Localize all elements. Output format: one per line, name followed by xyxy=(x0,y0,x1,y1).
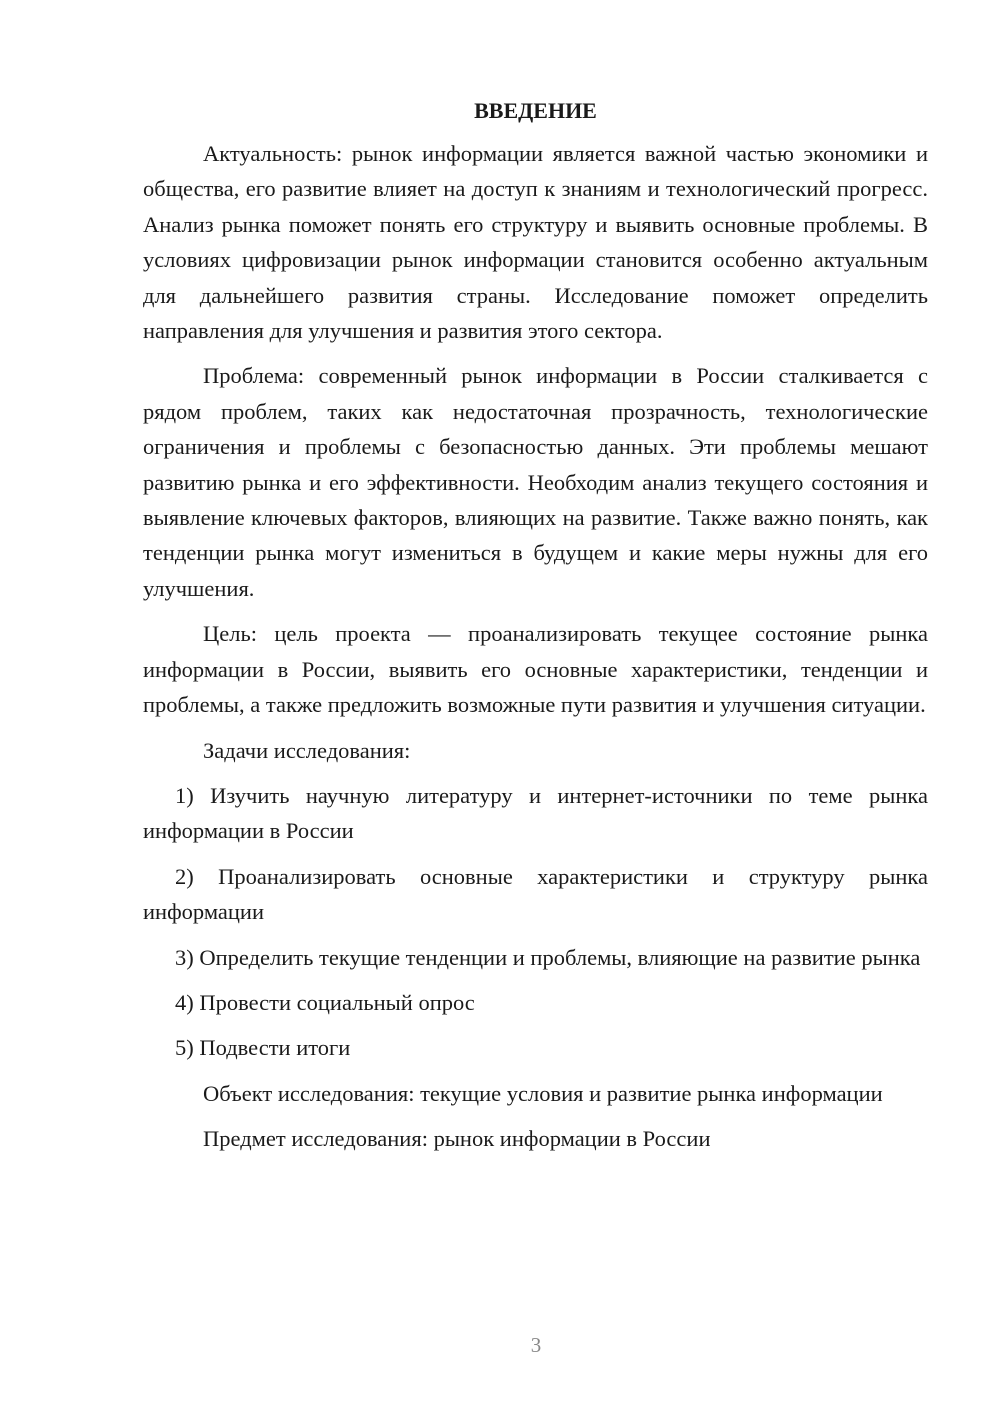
section-title: ВВЕДЕНИЕ xyxy=(474,98,597,123)
paragraph-subject: Предмет исследования: рынок информации в России xyxy=(203,1126,711,1152)
tasks-heading: Задачи исследования: xyxy=(203,737,411,763)
paragraph-relevance: Актуальность: рынок информации является важной частью экономики и общества, его развитие влияет на доступ к знаниям и технологический прогресс. Анализ рынка поможет понять его структуру и выявить основные проблемы. В условиях цифровизации рынок информации становится особенно актуальным для дальнейшего развития страны. Исследование поможет определить направления для улучшения и развития этого сектора. xyxy=(143,141,928,344)
page-number: 3 xyxy=(530,1333,542,1357)
paragraph-object: Объект исследования: текущие условия и развитие рынка информации xyxy=(203,1080,883,1106)
task-item-5: 5) Подвести итоги xyxy=(175,1035,351,1061)
paragraph-problem: Проблема: современный рынок информации в России сталкивается с рядом проблем, таких как недостаточная прозрачность, технологические ограничения и проблемы с безопасностью данных. Эти проблемы мешают развитию рынка и его эффективности. Необходим анализ текущего состояния и выявление ключевых факторов, влияющих на развитие. Также важно понять, как тенденции рынка могут измениться в будущем и какие меры нужны для его улучшения. xyxy=(143,363,928,601)
task-item-3: 3) Определить текущие тенденции и проблемы, влияющие на развитие рынка xyxy=(175,944,921,970)
paragraph-goal: Цель: цель проекта — проанализировать текущее состояние рынка информации в России, выявить его основные характеристики, тенденции и проблемы, а также предложить возможные пути развития и улучшения ситуации. xyxy=(143,621,928,718)
task-item-4: 4) Провести социальный опрос xyxy=(175,989,475,1015)
task-item-2: 2) Проанализировать основные характеристики и структуру рынка информации xyxy=(143,863,928,925)
task-item-1: 1) Изучить научную литературу и интернет-источники по теме рынка информации в России xyxy=(143,782,928,844)
page-content xyxy=(143,96,928,1167)
